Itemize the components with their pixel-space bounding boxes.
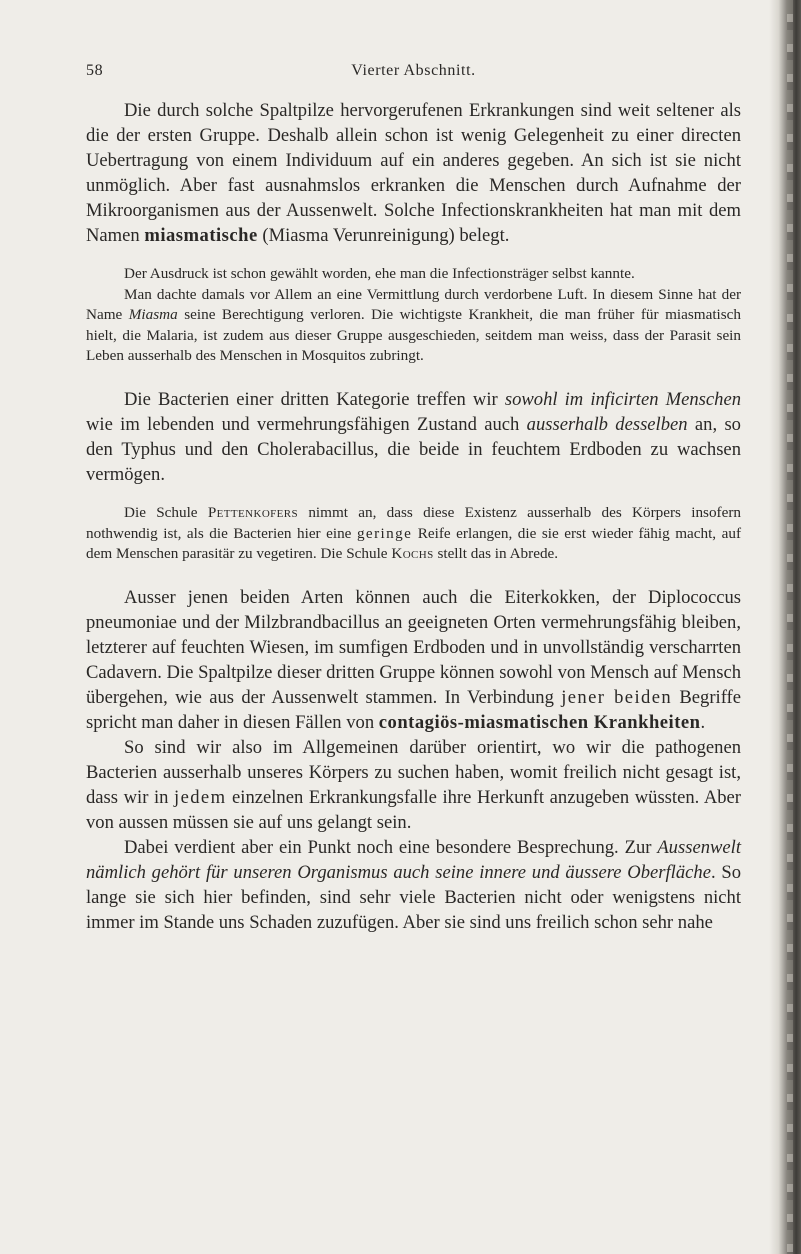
paragraph-5: Die Schule Pettenkofers nimmt an, dass diese Existenz ausserhalb des Körpers insofern nothwendig ist, als die Bacterien hier eine geringe Reife erlangen, die sie erst wieder fähig macht, auf dem Menschen parasitär zu vegetiren. Die Schule Kochs stellt das in Abrede. [86,503,742,563]
paragraph-2: Der Ausdruck ist schon gewählt worden, ehe man die Infectionsträger selbst kannte. [124,265,635,282]
page-edge-texture [787,0,793,1254]
paragraph-3: Man dachte damals vor Allem an eine Vermittlung durch verdorbene Luft. In diesem Sinne hat der Name Miasma seine Berechtigung verloren. Die wichtigste Krankheit, die man früher für miasmatisch hielt, die Malaria, ist zudem aus dieser Gruppe ausgeschieden, seitdem man weiss, dass der Parasit sein Leben ausserhalb des Menschen in Mosquitos zubringt. [86,285,742,365]
paragraph-1: Die durch solche Spaltpilze hervorgerufenen Erkrankungen sind weit seltener als die der ersten Gruppe. Deshalb allein schon ist wenig Gelegenheit zu einer directen Uebertragung von einem Individuum auf ein anderes gegeben. An sich ist sie nicht unmöglich. Aber fast ausnahmslos erkranken die Menschen durch Aufnahme der Mikroorganismen aus der Aussenwelt. Solche Infectionskrankheiten hat man mit dem Namen miasmatische (Miasma Verunreinigung) belegt. [86,100,741,246]
page-number: 58 [86,62,104,79]
term-miasma: Miasma [128,306,178,324]
term-contagioes-miasmatisch: contagiös-miasmatischen Krankheiten [378,711,701,733]
page-edge-shadow [769,0,801,1254]
page-body [86,98,741,935]
paragraph-8: Dabei verdient aber ein Punkt noch eine besondere Besprechung. Zur Aussenwelt nämlich gehört für unseren Organismus auch seine innere und äussere Oberfläche. So lange sie sich hier befinden, sind sehr viele Bacterien nicht oder wenigstens nicht immer im Stande uns Schaden zuzufügen. Aber sie sind uns freilich schon sehr nahe [86,836,741,933]
emphasis-geringe: geringe [356,524,413,542]
running-title: Vierter Abschnitt. [351,62,476,79]
emphasis-aussenwelt: Aussenwelt nämlich gehört für unseren Organismus auch seine innere und äussere Oberfläche [86,836,741,883]
emphasis-jedem: jedem [174,786,227,808]
term-miasmatische: miasmatische [144,225,258,246]
paragraph-6: Ausser jenen beiden Arten können auch die Eiterkokken, der Diplococcus pneumoniae und der Milzbrandbacillus an geeigneten Orten vermehrungsfähig bleiben, letzterer auf feuchten Wiesen, im sumfigen Erdboden und in unvollständig verscharrten Cadavern. Die Spaltpilze dieser dritten Gruppe können sowohl von Mensch auf Mensch übergehen, wie aus der Aussenwelt stammen. In Verbindung jener beiden Begriffe spricht man daher in diesen Fällen von contagiös-miasmatischen Krankheiten. [86,586,742,733]
emphasis-ausserhalb: ausserhalb desselben [526,413,688,435]
emphasis-jener-beiden: jener beiden [561,686,673,708]
page-header [86,62,741,88]
name-koch: Kochs [391,545,434,563]
emphasis-sowohl: sowohl im inficirten Menschen [504,388,741,410]
name-pettenkofer: Pettenkofers [207,503,299,521]
paragraph-7: So sind wir also im Allgemeinen darüber orientirt, wo wir die pathogenen Bacterien ausserhalb unseres Körpers zu suchen haben, womit freilich nicht gesagt ist, dass wir in jedem einzelnen Erkrankungsfalle ihre Herkunft anzugeben wüssten. Aber von aussen müssen sie auf uns gelangt sein. [86,736,742,833]
paragraph-4: Die Bacterien einer dritten Kategorie treffen wir sowohl im inficirten Menschen wie im lebenden und vermehrungsfähigen Zustand auch ausserhalb desselben an, so den Typhus und den Cholerabacillus, die beide in feuchtem Erdboden zu wachsen vermögen. [86,388,741,485]
